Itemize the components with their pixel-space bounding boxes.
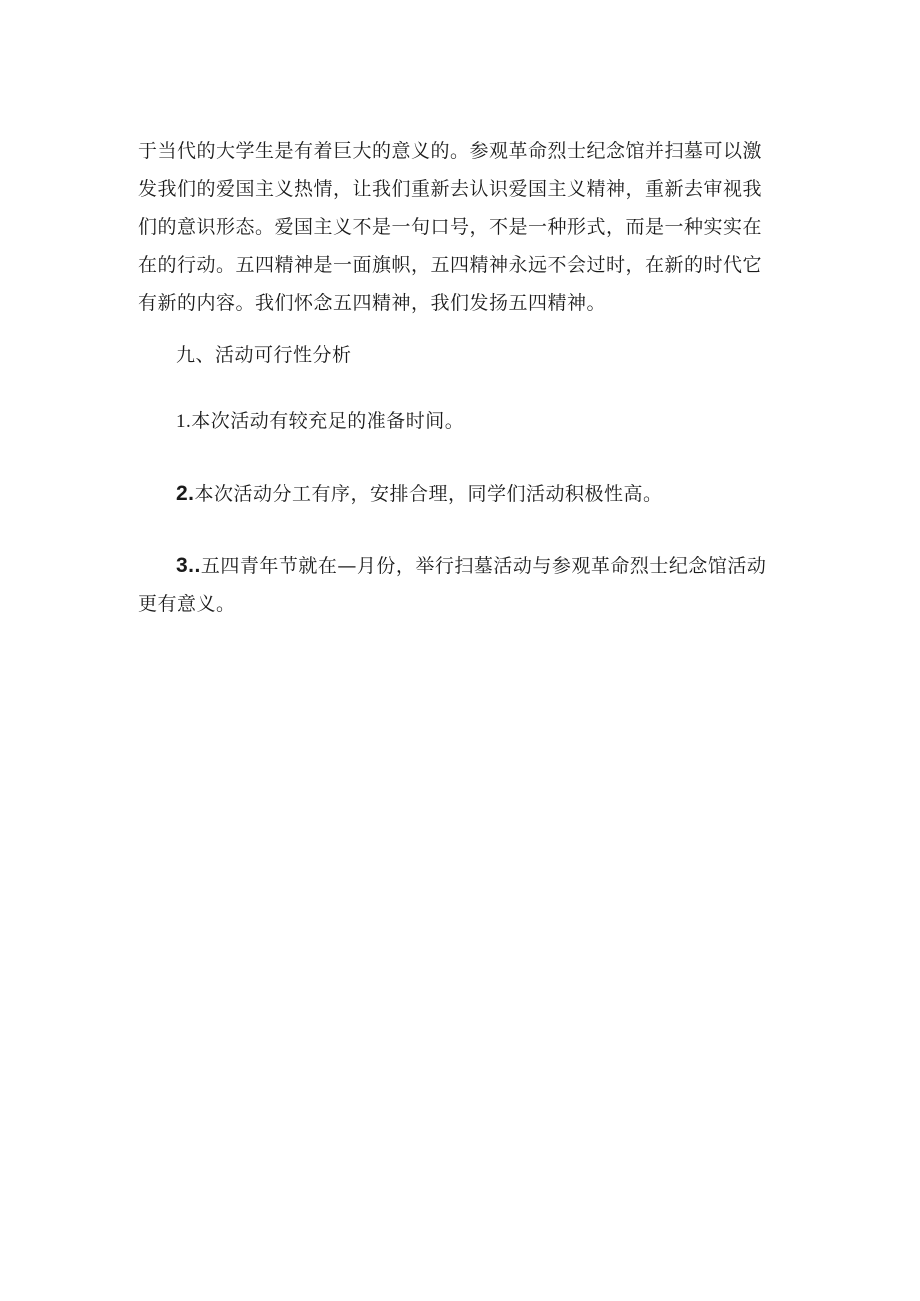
list-item bbox=[138, 475, 778, 513]
list-item-number: 2. bbox=[176, 482, 195, 505]
section-heading: 九、活动可行性分析 bbox=[176, 344, 352, 366]
list-item-text: 本次活动分工有序，安排合理，同学们活动积极性高。 bbox=[194, 483, 663, 505]
list-item bbox=[138, 547, 778, 623]
list-item bbox=[138, 402, 778, 441]
list-item-number: 1. bbox=[176, 411, 192, 432]
list-item-text: 本次活动有较充足的准备时间。 bbox=[191, 410, 465, 432]
document-body bbox=[138, 132, 778, 657]
list-item-number: 3.. bbox=[176, 554, 201, 577]
body-paragraph: 于当代的大学生是有着巨大的意义的。参观革命烈士纪念馆并扫墓可以激发我们的爱国主义热情，让我们重新去认识爱国主义精神，重新去审视我们的意识形态。爱国主义不是一句口号，不是一种形式，而是一种实实在在的行动。五四精神是一面旗帜，五四精神永远不会过时，在新的时代它有新的内容。我们怀念五四精神，我们发扬五四精神。 bbox=[138, 140, 763, 314]
list-item-text: 五四青年节就在—月份，举行扫墓活动与参观革命烈士纪念馆活动更有意义。 bbox=[138, 555, 767, 615]
